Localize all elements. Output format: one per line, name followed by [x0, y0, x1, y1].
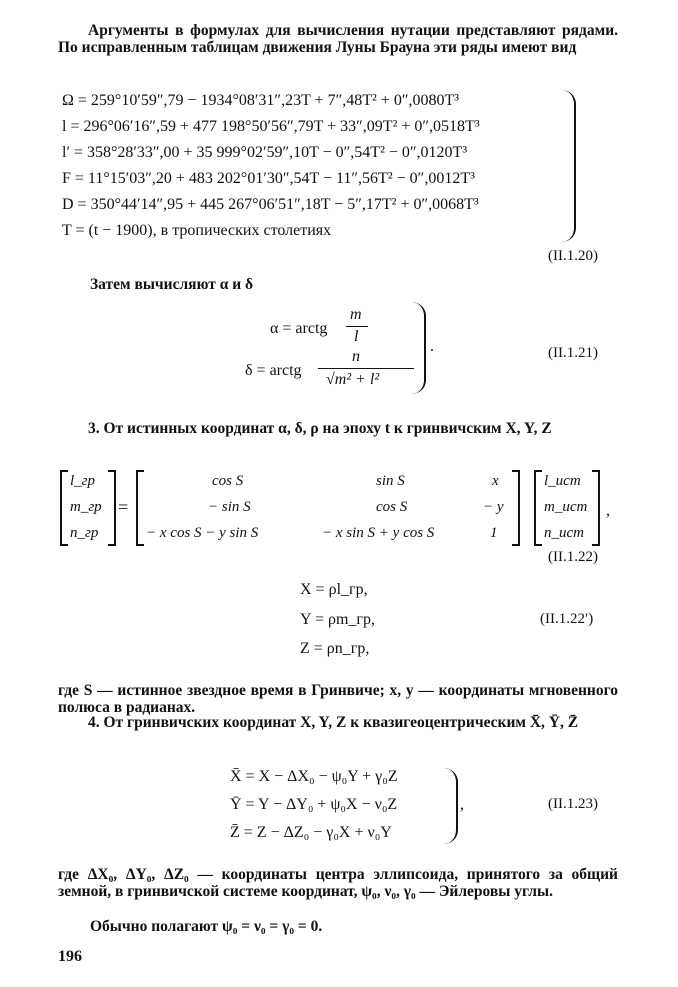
matrix-cell-1-3: x	[492, 473, 499, 489]
matrix-comma: ,	[606, 502, 610, 519]
series-omega: Ω = 259°10′59″,79 − 1934°08′31″,23T + 7″,48T² + 0″,0080T³	[62, 92, 460, 109]
matrix-bracket-close	[512, 470, 520, 546]
page-number: 196	[58, 948, 82, 965]
alpha-delta-brace	[412, 302, 426, 394]
equals-sign: =	[118, 497, 129, 517]
delta-denominator: √m² + l²	[326, 371, 380, 388]
step-4-paragraph: 4. От гринвичских координат X, Y, Z к квазигеоцентрическим X̄, Ȳ, Z̄	[88, 714, 579, 731]
equation-number-23: (II.1.23)	[548, 796, 598, 812]
series-l: l = 296°06′16″,59 + 477 198°50′56″,79T + 33″,09T² + 0″,0518T³	[62, 118, 480, 135]
matrix-cell-2-2: cos S	[376, 499, 408, 515]
delta-fraction-line	[318, 368, 414, 369]
vector-n-ist: n_ист	[544, 525, 584, 541]
equation-number-21: (II.1.21)	[548, 345, 598, 361]
matrix-cell-3-3: 1	[490, 525, 498, 541]
left-vector-bracket-open	[60, 470, 68, 546]
eq-z-rho: Z = ρn_гр,	[300, 640, 370, 657]
alpha-fraction-line	[346, 326, 368, 327]
series-t-definition: T = (t − 1900), в тропических столетиях	[62, 222, 332, 239]
matrix-cell-1-1: cos S	[212, 473, 244, 489]
right-vector-bracket-close	[592, 470, 600, 546]
vector-m-gr: m_гр	[70, 499, 102, 515]
quasi-brace	[444, 768, 458, 844]
equation-number-22: (II.1.22)	[548, 549, 598, 565]
eq-z-bar: Z̄ = Z − ΔZ₀ − γ₀X + ν₀Y	[230, 824, 392, 841]
intro-paragraph: Аргументы в формулах для вычисления нутации представляют рядами. По исправленным таблицам движения Луны Брауна эти ряды имеют вид	[58, 22, 618, 56]
eq-y-rho: Y = ρm_гр,	[300, 611, 375, 628]
vector-l-gr: l_гр	[70, 473, 96, 489]
matrix-bracket-open	[136, 470, 144, 546]
right-vector-bracket-open	[534, 470, 542, 546]
series-l-prime: l′ = 358°28′33″,00 + 35 999°02′59″,10T − 0″,54T² − 0″,0120T³	[62, 144, 468, 161]
equation-number-20: (II.1.20)	[548, 248, 598, 264]
series-brace	[560, 90, 576, 242]
matrix-cell-2-3: − y	[483, 499, 504, 515]
delta-numerator: n	[352, 348, 360, 365]
alpha-numerator: m	[350, 306, 362, 323]
alpha-lhs: α = arctg	[270, 320, 328, 337]
eq-23-comma: ,	[460, 796, 464, 813]
then-text: Затем вычисляют α и δ	[90, 276, 254, 293]
eq-x-bar: X̄ = X − ΔX₀ − ψ₀Y + γ₀Z	[230, 768, 398, 785]
alpha-denominator: l	[354, 328, 359, 345]
step-3-paragraph: 3. От истинных координат α, δ, ρ на эпоху t к гринвичским X, Y, Z	[88, 420, 552, 437]
vector-m-ist: m_ист	[544, 499, 588, 515]
eq-21-dot: .	[430, 338, 434, 355]
series-f: F = 11°15′03″,20 + 483 202°01′30″,54T − 11″,56T² − 0″,0012T³	[62, 170, 475, 187]
where-delta-paragraph: где ΔX₀, ΔY₀, ΔZ₀ — координаты центра эллипсоида, принятого за общий земной, в гринвичской системе координат, ψ₀, ν₀, γ₀ — Эйлеровы углы.	[58, 866, 618, 900]
matrix-cell-3-1: − x cos S − y sin S	[146, 525, 259, 541]
delta-lhs: δ = arctg	[245, 362, 302, 379]
vector-l-ist: l_ист	[544, 473, 581, 489]
usually-text: Обычно полагают ψ₀ = ν₀ = γ₀ = 0.	[90, 918, 323, 935]
series-d: D = 350°44′14″,95 + 445 267°06′51″,18T − 5″,17T² + 0″,0068T³	[62, 196, 479, 213]
matrix-cell-2-1: − sin S	[208, 499, 251, 515]
equation-number-22-prime: (II.1.22′)	[540, 611, 594, 627]
left-vector-bracket-close	[108, 470, 116, 546]
eq-x-rho: X = ρl_гр,	[300, 581, 368, 598]
matrix-cell-1-2: sin S	[376, 473, 405, 489]
vector-n-gr: n_гр	[70, 525, 99, 541]
eq-y-bar: Ȳ = Y − ΔY₀ + ψ₀X − ν₀Z	[230, 796, 398, 813]
where-s-paragraph: где S — истинное звездное время в Гринвиче; x, y — координаты мгновенного полюса в радианах.	[58, 682, 618, 716]
matrix-cell-3-2: − x sin S + y cos S	[322, 525, 435, 541]
